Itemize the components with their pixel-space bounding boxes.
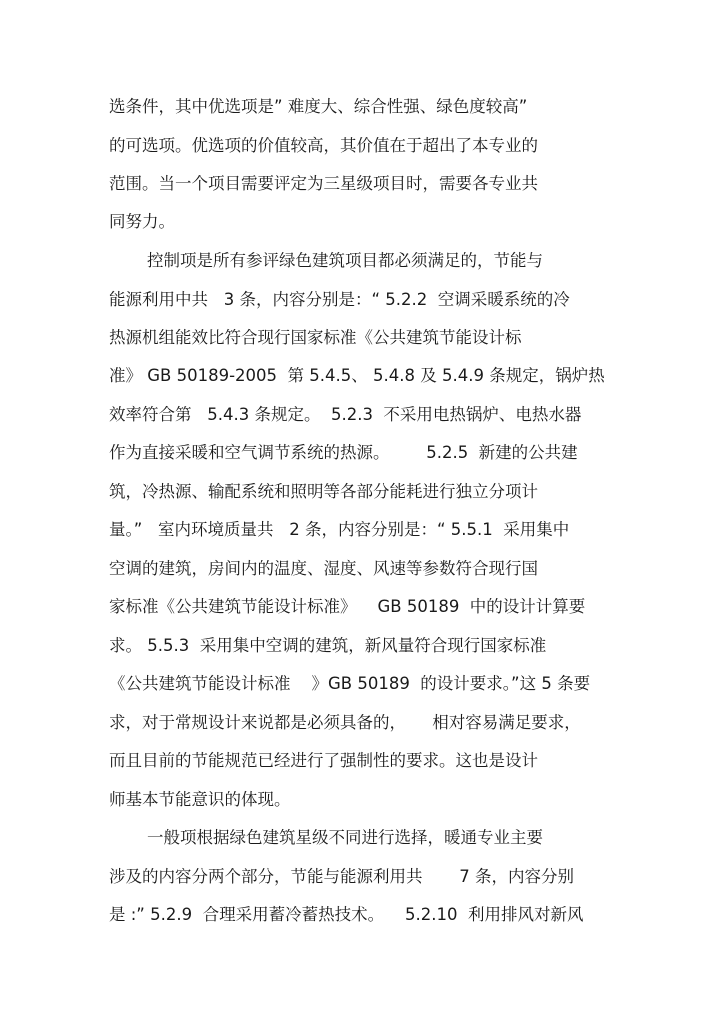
text-line: 热源机组能效比符合现行国家标准《公共建筑节能设计标	[109, 328, 522, 347]
text-line: 同努力。	[109, 212, 175, 231]
text-line: 筑，冷热源、输配系统和照明等各部分能耗进行独立分项计	[109, 482, 538, 501]
text-line: 家标准《公共建筑节能设计标准》 GB 50189 中的设计计算要	[109, 597, 586, 616]
text-line: 《公共建筑节能设计标准 》GB 50189 的设计要求。”这 5 条要	[109, 674, 591, 693]
text-line: 是 :” 5.2.9 合理采用蓄冷蓄热技术。 5.2.10 利用排风对新风	[109, 905, 584, 924]
paragraph-first-line: 一般项根据绿色建筑星级不同进行选择，暖通专业主要	[147, 828, 543, 847]
text-line: 范围。当一个项目需要评定为三星级项目时，需要各专业共	[109, 174, 538, 193]
text-line: 能源利用中共 3 条，内容分别是：“ 5.2.2 空调采暖系统的冷	[109, 290, 570, 309]
text-line: 涉及的内容分两个部分，节能与能源利用共 7 条，内容分别	[109, 867, 574, 886]
text-line: 选条件，其中优选项是” 难度大、综合性强、绿色度较高”	[109, 97, 528, 116]
text-line: 求，对于常规设计来说都是必须具备的， 相对容易满足要求，	[109, 713, 581, 732]
text-line: 而且目前的节能规范已经进行了强制性的要求。这也是设计	[109, 751, 538, 770]
paragraph-first-line: 控制项是所有参评绿色建筑项目都必须满足的，节能与	[147, 251, 543, 270]
text-line: 空调的建筑，房间内的温度、湿度、风速等参数符合现行国	[109, 559, 538, 578]
text-line: 效率符合第 5.4.3 条规定。 5.2.3 不采用电热锅炉、电热水器	[109, 405, 582, 424]
text-line: 作为直接采暖和空气调节系统的热源。 5.2.5 新建的公共建	[109, 443, 578, 462]
text-line: 准》 GB 50189-2005 第 5.4.5、 5.4.8 及 5.4.9 条规定，锅炉热	[109, 366, 605, 385]
text-line: 的可选项。优选项的价值较高，其价值在于超出了本专业的	[109, 136, 538, 155]
text-line: 师基本节能意识的体现。	[109, 790, 291, 809]
text-line: 量。” 室内环境质量共 2 条，内容分别是：“ 5.5.1 采用集中	[109, 520, 570, 539]
text-line: 求。 5.5.3 采用集中空调的建筑，新风量符合现行国家标准	[109, 636, 547, 655]
